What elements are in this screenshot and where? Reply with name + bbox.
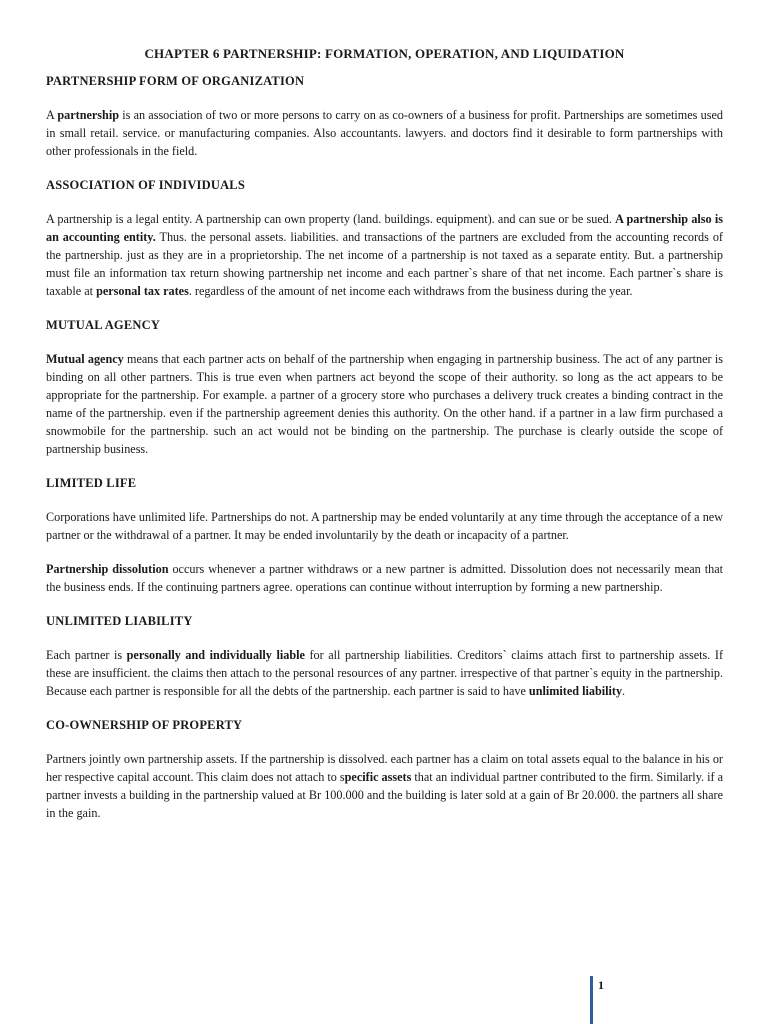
section-heading-mutual-agency: MUTUAL AGENCY <box>46 318 161 332</box>
term-specific-assets: pecific assets <box>344 770 412 784</box>
footer-rule <box>590 976 593 1024</box>
term-personal-tax-rates: personal tax rates <box>96 284 189 298</box>
section-heading-form: PARTNERSHIP FORM OF ORGANIZATION <box>46 74 305 88</box>
paragraph-mutual-agency: Mutual agency means that each partner acts on behalf of the partnership when engaging in partnership business. The act of any partner is binding on all other partners. This is true even when partners act beyond the scope of their authority. so long as the act appears to be appropriate for the partnership. For example. a partner of a grocery store who purchases a delivery truck creates a binding contract in the name of the partnership. even if the partnership agreement denies this authority. On the other hand. if a partner in a law firm purchased a snowmobile for the partnership. such an act would not be binding on the partnership. The purchase is clearly outside the scope of partnership business. <box>46 352 723 456</box>
chapter-title: CHAPTER 6 PARTNERSHIP: FORMATION, OPERATION, AND LIQUIDATION <box>144 46 625 61</box>
paragraph-limited-life: Corporations have unlimited life. Partnerships do not. A partnership may be ended voluntarily at any time through the acceptance of a new partner or the withdrawal of a partner. It may be ended involuntarily by the death or incapacity of a partner. <box>46 510 723 542</box>
paragraph-association: A partnership is a legal entity. A partnership can own property (land. buildings. equipment). and can sue or be sued. A partnership also is an accounting entity. Thus. the personal assets. liabilities. and transactions of the partners are excluded from the accounting records of the partnership. just as they are in a proprietorship. The net income of a partnership is not taxed as a separate entity. But. a partnership must file an information tax return showing partnership net income and each partner`s share of that net income. Each partner`s share is taxable at personal tax rates. regardless of the amount of net income each withdraws from the business during the year. <box>46 212 723 298</box>
term-partnership: partnership <box>57 108 119 122</box>
page-number: 1 <box>598 978 604 992</box>
term-unlimited-liability: unlimited liability <box>528 684 623 698</box>
term-partnership-dissolution: Partnership dissolution <box>46 562 169 576</box>
term-personally-liable: personally and individually liable <box>126 648 305 662</box>
paragraph-co-ownership: Partners jointly own partnership assets. If the partnership is dissolved. each partner has a claim on total assets equal to the balance in his or her respective capital account. This claim does not attach to specific assets that an individual partner contributed to the firm. Similarly. if a partner invests a building in the partnership valued at Br 100.000 and the building is later sold at a gain of Br 20.000. the partners all share in the gain. <box>46 752 723 820</box>
paragraph-unlimited-liability: Each partner is personally and individually liable for all partnership liabilities. Creditors` claims attach first to partnership assets. If these are insufficient. the claims then attach to the personal resources of any partner. irrespective of that partner`s equity in the partnership. Because each partner is responsible for all the debts of the partnership. each partner is said to have unlimited liability. <box>46 648 724 698</box>
paragraph-form: A partnership is an association of two or more persons to carry on as co-owners of a business for profit. Partnerships are sometimes used in small retail. service. or manufacturing companies. Also accountants. lawyers. and doctors find it desirable to form partnerships with other professionals in the field. <box>46 108 723 158</box>
paragraph-dissolution: Partnership dissolution occurs whenever a partner withdraws or a new partner is admitted. Dissolution does not necessarily mean that the business ends. If the continuing partners agree. operations can continue without interruption by forming a new partnership. <box>46 562 723 594</box>
section-heading-co-ownership: CO-OWNERSHIP OF PROPERTY <box>46 718 243 732</box>
section-heading-association: ASSOCIATION OF INDIVIDUALS <box>46 178 245 192</box>
section-heading-limited-life: LIMITED LIFE <box>46 476 137 490</box>
term-mutual-agency: Mutual agency <box>46 352 124 366</box>
term-accounting-entity: A partnership also is an accounting entity. <box>46 212 723 244</box>
document-page <box>46 44 723 822</box>
section-heading-unlimited-liability: UNLIMITED LIABILITY <box>46 614 193 628</box>
